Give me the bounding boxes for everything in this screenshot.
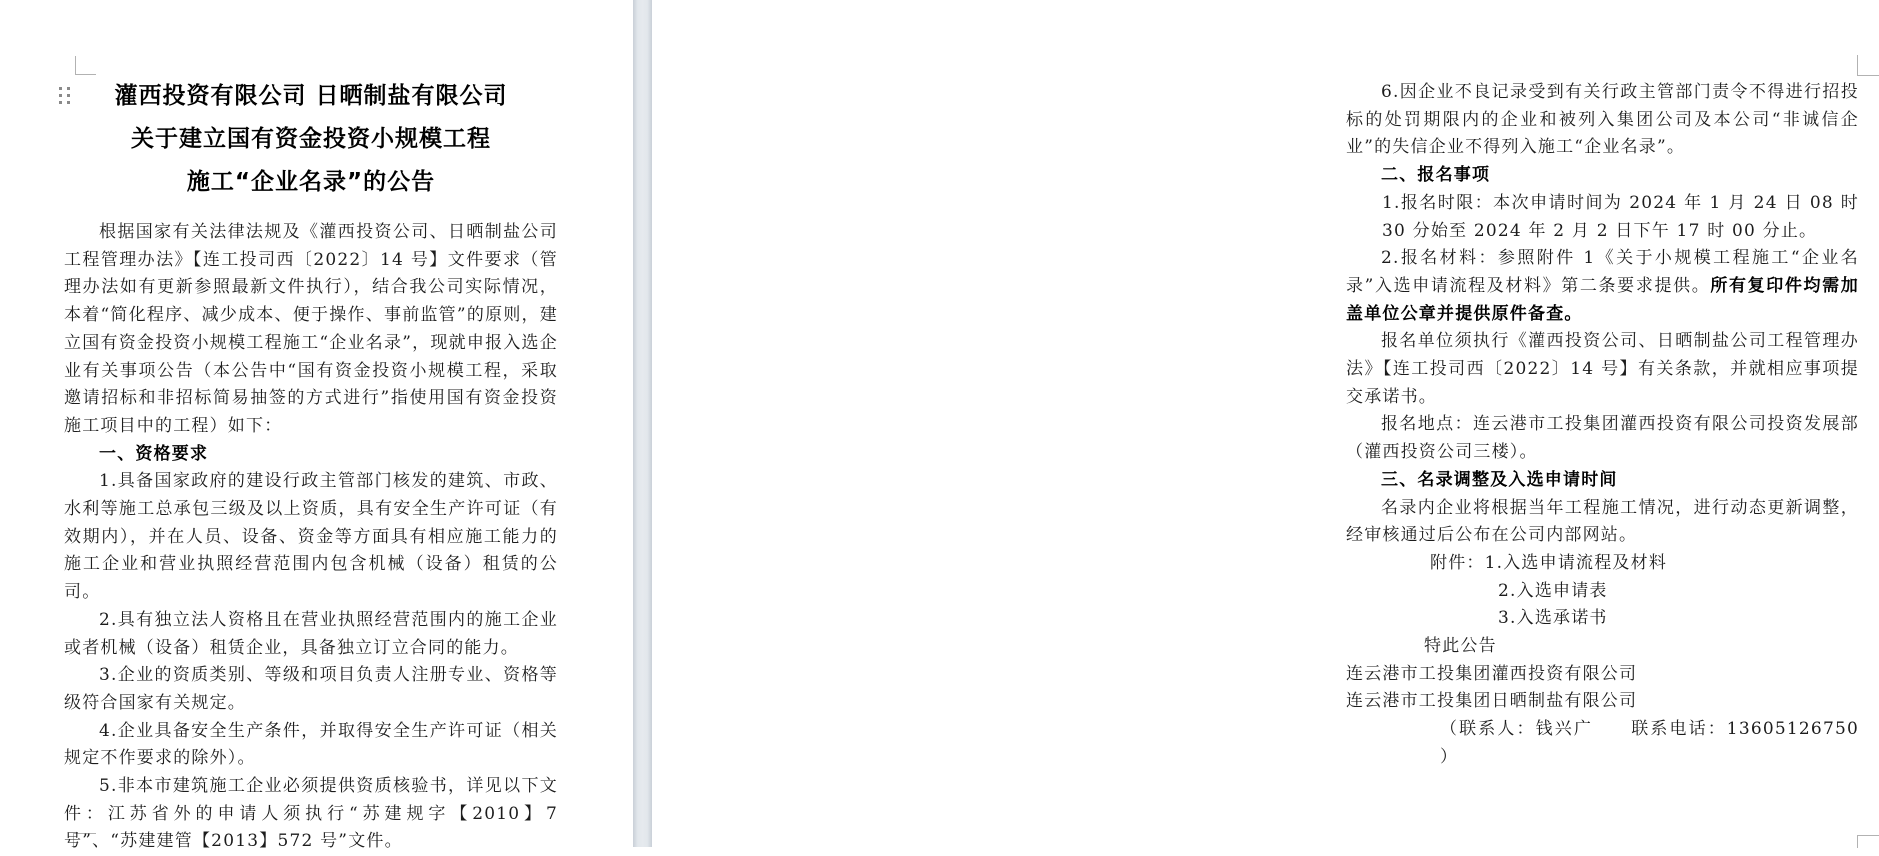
page-2-text [1346,79,1859,772]
title-line-2: 关于建立国有资金投资小规模工程 [131,126,491,152]
signature-company-2: 连云港市工投集团日晒制盐有限公司 [1346,691,1638,712]
text-boundary-mark-bottom-right [1857,835,1879,848]
materials-text: 2.报名材料：参照附件 1《关于小规模工程施工“企业名录”入选申请流程及材料》第二条要求提供。 [1346,248,1859,296]
title-line-3: 施工“企业名录”的公告 [186,169,436,195]
attachment-line-2: 2.入选申请表 [1498,580,1608,601]
section-heading-directory-adjustment: 三、名录调整及入选申请时间 [1381,469,1618,490]
adjustment-paragraph: 名录内企业将根据当年工程施工情况，进行动态更新调整，经审核通过后公布在公司内部网站。 [1346,497,1859,546]
closing-statement: 特此公告 [1424,636,1497,657]
registration-location: 报名地点：连云港市工投集团灌西投资有限公司投资发展部（灌西投资公司三楼）。 [1346,414,1859,463]
page-1-text [64,219,558,856]
qualification-item-4: 4.企业具备安全生产条件，并取得安全生产许可证（相关规定不作要求的除外）。 [64,720,558,769]
qualification-item-5: 5.非本市建筑施工企业必须提供资质核验书，详见以下文件：江苏省外的申请人须执行“苏建规字【2010】7 号”、“苏建建管【2013】572 号”文件。 [64,776,558,852]
title-line-1: 灌西投资有限公司 日晒制盐有限公司 [114,83,508,109]
attachment-line-3: 3.入选承诺书 [1498,608,1608,629]
contact-info: （联系人：钱兴广 联系电话：13605126750 ） [1440,719,1859,767]
section-heading-qualifications: 一、资格要求 [99,443,209,464]
qualification-item-2: 2.具有独立法人资格且在营业执照经营范围内的施工企业或者机械（设备）租赁企业，具备独立订立合同的能力。 [64,609,558,658]
page-gap [633,0,652,847]
page-1 [0,0,633,852]
text-boundary-mark-top-left [75,56,96,75]
qualification-item-3: 3.企业的资质类别、等级和项目负责人注册专业、资格等级符合国家有关规定。 [64,665,558,713]
page-2 [652,0,1859,847]
materials-bold-note: 所有复印件均需加盖单位公章并提供原件备查。 [1346,275,1859,324]
attachment-line-1: 附件：1.入选申请流程及材料 [1430,552,1668,573]
qualification-item-1: 1.具备国家政府的建设行政主管部门核发的建筑、市政、水利等施工总承包三级及以上资质，具有安全生产许可证（有效期内），并在人员、设备、资金等方面具有相应施工能力的施工企业和营业执照经营范围内包含机械（设备）租赁的公司。 [64,471,558,603]
document-title [64,75,558,204]
intro-paragraph: 根据国家有关法律法规及《灌西投资公司、日晒制盐公司工程管理办法》【连工投司西〔2022〕14 号】文件要求（管理办法如有更新参照最新文件执行），结合我公司实际情况，本着“简化程序、减少成本、便于操作、事前监管”的原则，建立国有资金投资小规模工程施工“企业名录”，现就申报入选企业有关事项公告（本公告中“国有资金投资小规模工程，采取邀请招标和非招标简易抽签的方式进行”指使用国有资金投资施工项目中的工程）如下： [64,222,558,436]
qualification-item-6: 6.因企业不良记录受到有关行政主管部门责令不得进行招投标的处罚期限内的企业和被列入集团公司及本公司“非诚信企业”的失信企业不得列入施工“企业名录”。 [1346,82,1859,158]
text-boundary-mark-top-right [1857,55,1879,76]
registration-materials [1346,245,1859,328]
signature-company-1: 连云港市工投集团灌西投资有限公司 [1346,663,1638,684]
commitment-paragraph: 报名单位须执行《灌西投资公司、日晒制盐公司工程管理办法》【连工投司西〔2022〕14 号】有关条款，并就相应事项提交承诺书。 [1346,331,1859,407]
section-heading-registration: 二、报名事项 [1381,165,1491,186]
registration-deadline: 1.报名时限：本次申请时间为 2024 年 1 月 24 日 08 时 30 分始至 2024 年 2 月 2 日下午 17 时 00 分止。 [1382,192,1859,241]
